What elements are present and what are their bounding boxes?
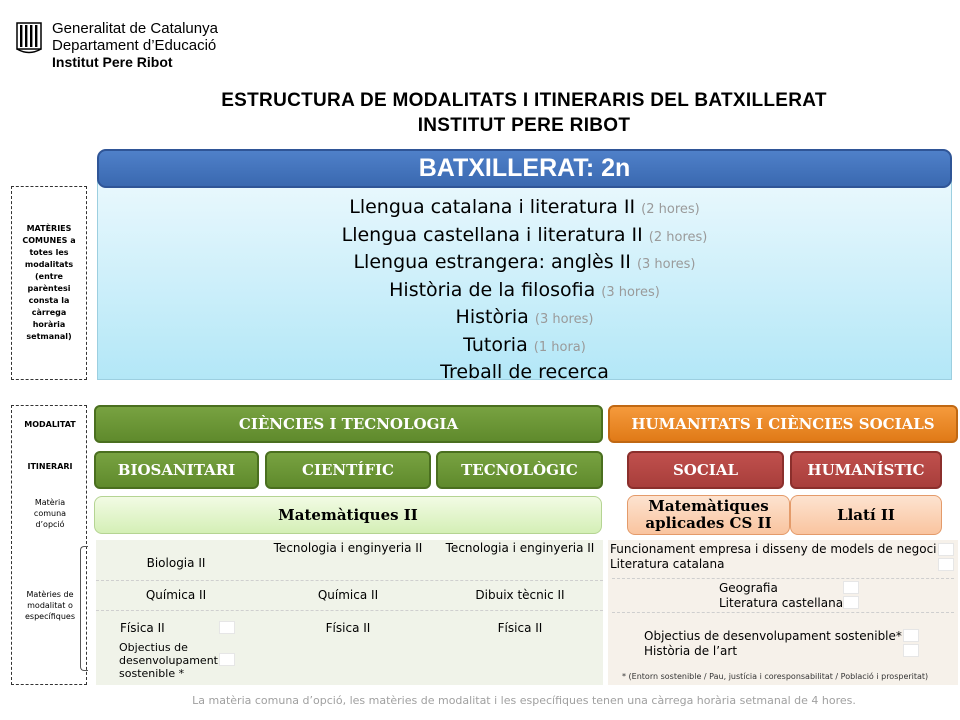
organization-block bbox=[52, 20, 218, 71]
subject-hours: (1 hora) bbox=[533, 339, 586, 355]
common-subject: Llengua catalana i literatura II (2 hores) bbox=[349, 196, 700, 218]
subject-cell: Química II bbox=[317, 588, 379, 602]
bracket bbox=[80, 546, 88, 671]
subject-cell: Tecnologia i enginyeria II bbox=[273, 541, 423, 555]
divider bbox=[96, 580, 603, 581]
subject-cell: Química II bbox=[145, 588, 207, 602]
subject-checkbox[interactable] bbox=[219, 653, 235, 666]
common-option-label: Matèria comuna d’opció bbox=[33, 498, 67, 529]
footnote: * (Entorn sostenible / Pau, justícia i coresponsabilitat / Població i prosperitat) bbox=[622, 672, 929, 681]
course-title-bar: BATXILLERAT: 2n bbox=[97, 149, 952, 188]
department-name: Departament d’Educació bbox=[52, 37, 217, 54]
generalitat-logo bbox=[16, 22, 42, 56]
specific-subjects-label: Matèries de modalitat o específiques bbox=[25, 590, 75, 621]
common-subject: Treball de recerca bbox=[440, 361, 609, 383]
itinerary-humanistic: HUMANÍSTIC bbox=[790, 451, 942, 489]
subject-checkbox[interactable] bbox=[938, 543, 954, 556]
subject-hours: (3 hores) bbox=[601, 284, 660, 300]
subject-checkbox[interactable] bbox=[843, 596, 859, 609]
subject-item: Geografia bbox=[719, 581, 778, 595]
divider bbox=[612, 578, 954, 579]
subject-hours: (3 hores) bbox=[534, 312, 594, 327]
modalitat-label: MODALITAT bbox=[24, 420, 76, 429]
org-name: Generalitat de Catalunya bbox=[52, 20, 218, 37]
subject-item: Funcionament empresa i disseny de models de negoci bbox=[610, 542, 937, 556]
itinerary-biosanitari: BIOSANITARI bbox=[94, 451, 259, 489]
school-name: Institut Pere Ribot bbox=[52, 54, 173, 70]
common-subject: Llengua castellana i literatura II (2 hores) bbox=[341, 223, 708, 246]
divider bbox=[612, 612, 954, 613]
common-option-humanistic: Llatí II bbox=[790, 495, 942, 535]
subject-cell: Tecnologia i enginyeria II bbox=[445, 541, 595, 555]
common-subjects-box bbox=[97, 180, 952, 383]
subject-cell: Objectius de desenvolupament sostenible * bbox=[119, 641, 218, 680]
itinerary-tecnologic: TECNOLÒGIC bbox=[436, 451, 603, 489]
common-subject: Llengua estrangera: anglès II (3 hores) bbox=[353, 251, 696, 273]
subject-checkbox[interactable] bbox=[938, 558, 954, 571]
divider bbox=[96, 610, 603, 611]
itinerari-label: ITINERARI bbox=[27, 462, 73, 471]
subject-item: Objectius de desenvolupament sostenible* bbox=[644, 629, 902, 643]
modality-labels-box bbox=[11, 405, 87, 685]
subject-cell: Biologia II bbox=[146, 556, 206, 570]
page-subtitle: INSTITUT PERE RIBOT bbox=[417, 115, 631, 136]
subject-hours: (2 hores) bbox=[648, 229, 708, 245]
subject-cell: Física II bbox=[325, 621, 371, 635]
subject-item: Literatura catalana bbox=[610, 557, 725, 571]
subject-cell: Dibuix tècnic II bbox=[475, 588, 565, 602]
subject-cell: Física II bbox=[497, 621, 543, 635]
subject-checkbox[interactable] bbox=[843, 581, 859, 594]
modality-humanities: HUMANITATS I CIÈNCIES SOCIALS bbox=[608, 405, 958, 443]
common-subject: Història de la filosofia (3 hores) bbox=[389, 278, 660, 301]
subject-item: Literatura castellana bbox=[719, 596, 844, 610]
subject-cell: Física II bbox=[120, 621, 165, 635]
common-option-social: Matemàtiques aplicades CS II bbox=[627, 495, 790, 535]
subject-item: Història de l’art bbox=[644, 644, 738, 658]
itinerary-cientific: CIENTÍFIC bbox=[265, 451, 431, 489]
itinerary-social: SOCIAL bbox=[627, 451, 784, 489]
subject-hours: (2 hores) bbox=[641, 202, 700, 217]
modality-sciences: CIÈNCIES I TECNOLOGIA bbox=[94, 405, 603, 443]
page-title: ESTRUCTURA DE MODALITATS I ITINERARIS DEL BATXILLERAT bbox=[221, 90, 827, 111]
common-subject: Tutoria (1 hora) bbox=[463, 333, 586, 356]
subject-checkbox[interactable] bbox=[903, 629, 919, 642]
common-subject: Història (3 hores) bbox=[455, 306, 594, 328]
subject-hours: (3 hores) bbox=[636, 257, 696, 272]
bottom-note: La matèria comuna d’opció, les matèries de modalitat i les específiques tenen una càrrega horària setmanal de 4 hores. bbox=[192, 694, 856, 707]
common-subjects-label: MATÈRIES COMUNES a totes les modalitats (entre parèntesi consta la càrrega horària setmanal) bbox=[11, 186, 87, 380]
subject-checkbox[interactable] bbox=[219, 621, 235, 634]
common-option-sciences: Matemàtiques II bbox=[94, 496, 602, 534]
subject-checkbox[interactable] bbox=[903, 644, 919, 657]
